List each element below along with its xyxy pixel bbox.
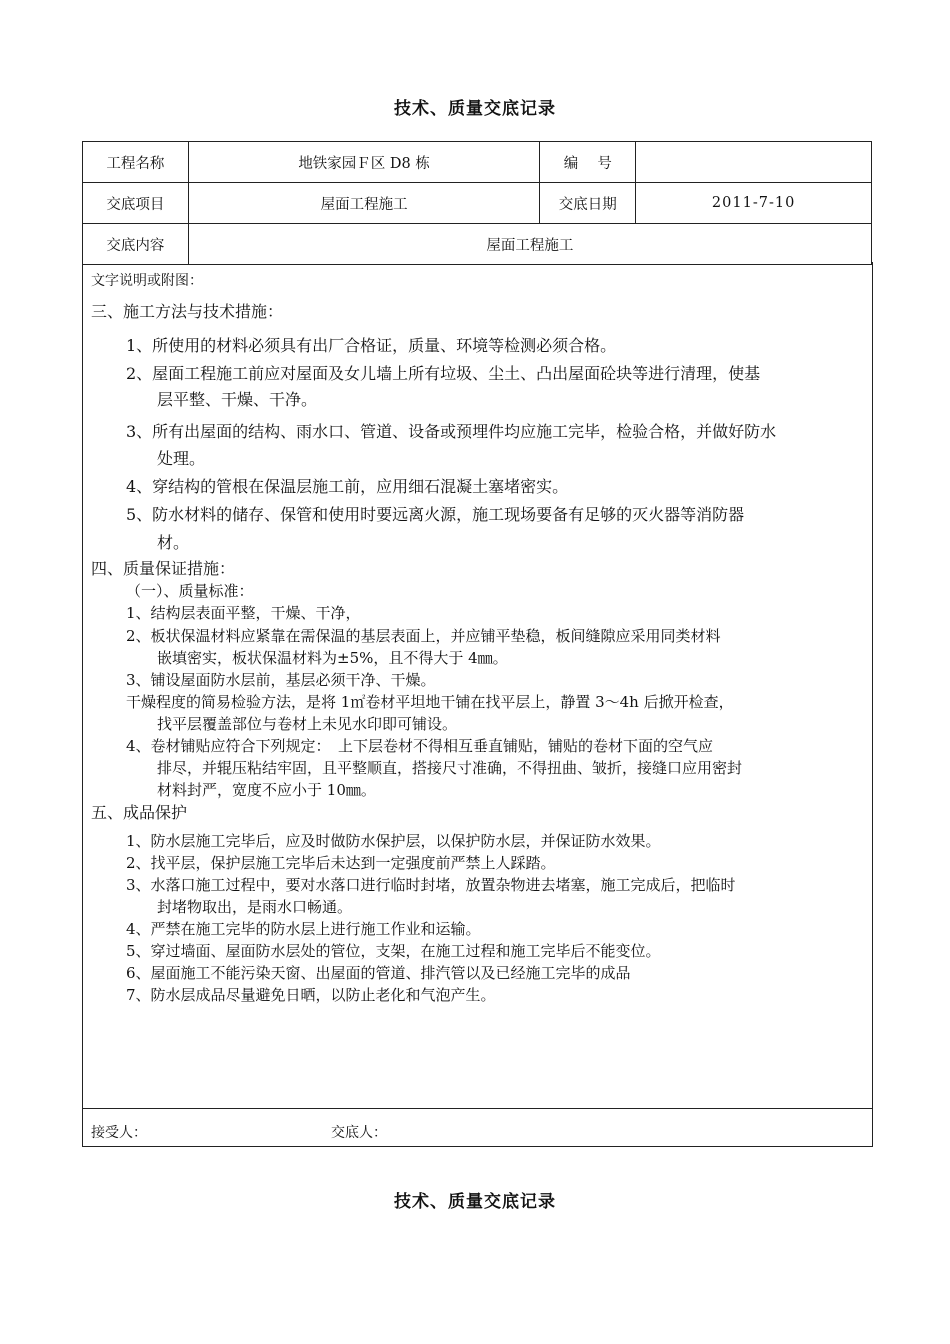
page-title: 技术、质量交底记录 bbox=[394, 99, 556, 119]
intro-text: 文字说明或附图： bbox=[91, 273, 203, 289]
list-item: 3、所有出屋面的结构、雨水口、管道、设备或预埋件均应施工完毕，检验合格，并做好防水 bbox=[126, 422, 777, 441]
table-row bbox=[83, 224, 872, 265]
list-item: 5、防水材料的储存、保管和使用时要远离火源，施工现场要备有足够的灭火器等消防器 bbox=[126, 505, 745, 524]
number-label: 编 号 bbox=[540, 142, 636, 183]
page-title-next: 技术、质量交底记录 bbox=[394, 1192, 556, 1212]
section-4-heading: 四、质量保证措施： bbox=[91, 559, 236, 578]
section-5-heading: 五、成品保护 bbox=[91, 803, 188, 822]
list-item: 1、所使用的材料必须具有出厂合格证，质量、环境等检测必须合格。 bbox=[126, 336, 617, 355]
section-3-heading: 三、施工方法与技术措施： bbox=[91, 302, 284, 321]
table-row bbox=[83, 183, 872, 224]
content-label: 交底内容 bbox=[83, 224, 189, 265]
list-item-cont: 处理。 bbox=[157, 449, 206, 468]
list-item: 2、屋面工程施工前应对屋面及女儿墙上所有垃圾、尘土、凸出屋面砼块等进行清理，使基 bbox=[126, 364, 761, 383]
content-value: 屋面工程施工 bbox=[188, 224, 871, 265]
date-label: 交底日期 bbox=[540, 183, 636, 224]
list-item-cont: 材料封严，宽度不应小于 10㎜。 bbox=[157, 781, 376, 799]
header-table bbox=[82, 141, 872, 265]
list-item: 3、水落口施工过程中，要对水落口进行临时封堵，放置杂物进去堵塞，施工完成后，把临时 bbox=[126, 876, 736, 894]
table-row bbox=[83, 142, 872, 183]
list-item-cont: 排尽，并辊压粘结牢固，且平整顺直，搭接尺寸准确，不得扭曲、皱折，接缝口应用密封 bbox=[157, 759, 743, 777]
list-item: 5、穿过墙面、屋面防水层处的管位，支架，在施工过程和施工完毕后不能变位。 bbox=[126, 942, 661, 960]
list-item: 4、卷材铺贴应符合下列规定： 上下层卷材不得相互垂直铺贴，铺贴的卷材下面的空气应 bbox=[126, 737, 714, 755]
list-item-cont: 嵌填密实，板状保温材料为±5%，且不得大于 4㎜。 bbox=[157, 649, 508, 667]
giver-label: 交底人： bbox=[331, 1125, 387, 1141]
list-item: 1、结构层表面平整，干燥、干净， bbox=[126, 604, 361, 622]
paragraph-cont: 找平层覆盖部位与卷材上未见水印即可铺设。 bbox=[157, 715, 458, 733]
item-value: 屋面工程施工 bbox=[188, 183, 540, 224]
list-item: 2、板状保温材料应紧靠在需保温的基层表面上，并应铺平垫稳，板间缝隙应采用同类材料 bbox=[126, 627, 721, 645]
list-item-cont: 封堵物取出，是雨水口畅通。 bbox=[157, 898, 353, 916]
project-name-label: 工程名称 bbox=[83, 142, 189, 183]
list-item-cont: 材。 bbox=[157, 533, 190, 552]
list-item: 7、防水层成品尽量避免日晒，以防止老化和气泡产生。 bbox=[126, 986, 496, 1004]
list-item: 6、屋面施工不能污染天窗、出屋面的管道、排汽管以及已经施工完毕的成品 bbox=[126, 964, 631, 982]
item-label: 交底项目 bbox=[83, 183, 189, 224]
list-item: 4、穿结构的管根在保温层施工前，应用细石混凝土塞堵密实。 bbox=[126, 477, 569, 496]
receiver-label: 接受人： bbox=[91, 1125, 147, 1141]
list-item-cont: 层平整、干燥、干净。 bbox=[157, 390, 318, 409]
list-item: 4、严禁在施工完毕的防水层上进行施工作业和运输。 bbox=[126, 920, 481, 938]
paragraph: 干燥程度的简易检验方法，是将 1㎡卷材平坦地干铺在找平层上，静置 3～4h 后掀开检查， bbox=[126, 693, 734, 711]
list-item: 3、铺设屋面防水层前，基层必须干净、干燥。 bbox=[126, 671, 436, 689]
list-item: 2、找平层，保护层施工完毕后未达到一定强度前严禁上人踩踏。 bbox=[126, 854, 556, 872]
list-item: 1、防水层施工完毕后，应及时做防水保护层，以保护防水层，并保证防水效果。 bbox=[126, 832, 661, 850]
number-value bbox=[636, 142, 872, 183]
subheading: （一）、质量标准： bbox=[126, 582, 254, 600]
divider bbox=[82, 1108, 872, 1109]
date-value: 2011-7-10 bbox=[636, 183, 872, 224]
project-name-value: 地铁家园Ｆ区 D8 栋 bbox=[188, 142, 540, 183]
